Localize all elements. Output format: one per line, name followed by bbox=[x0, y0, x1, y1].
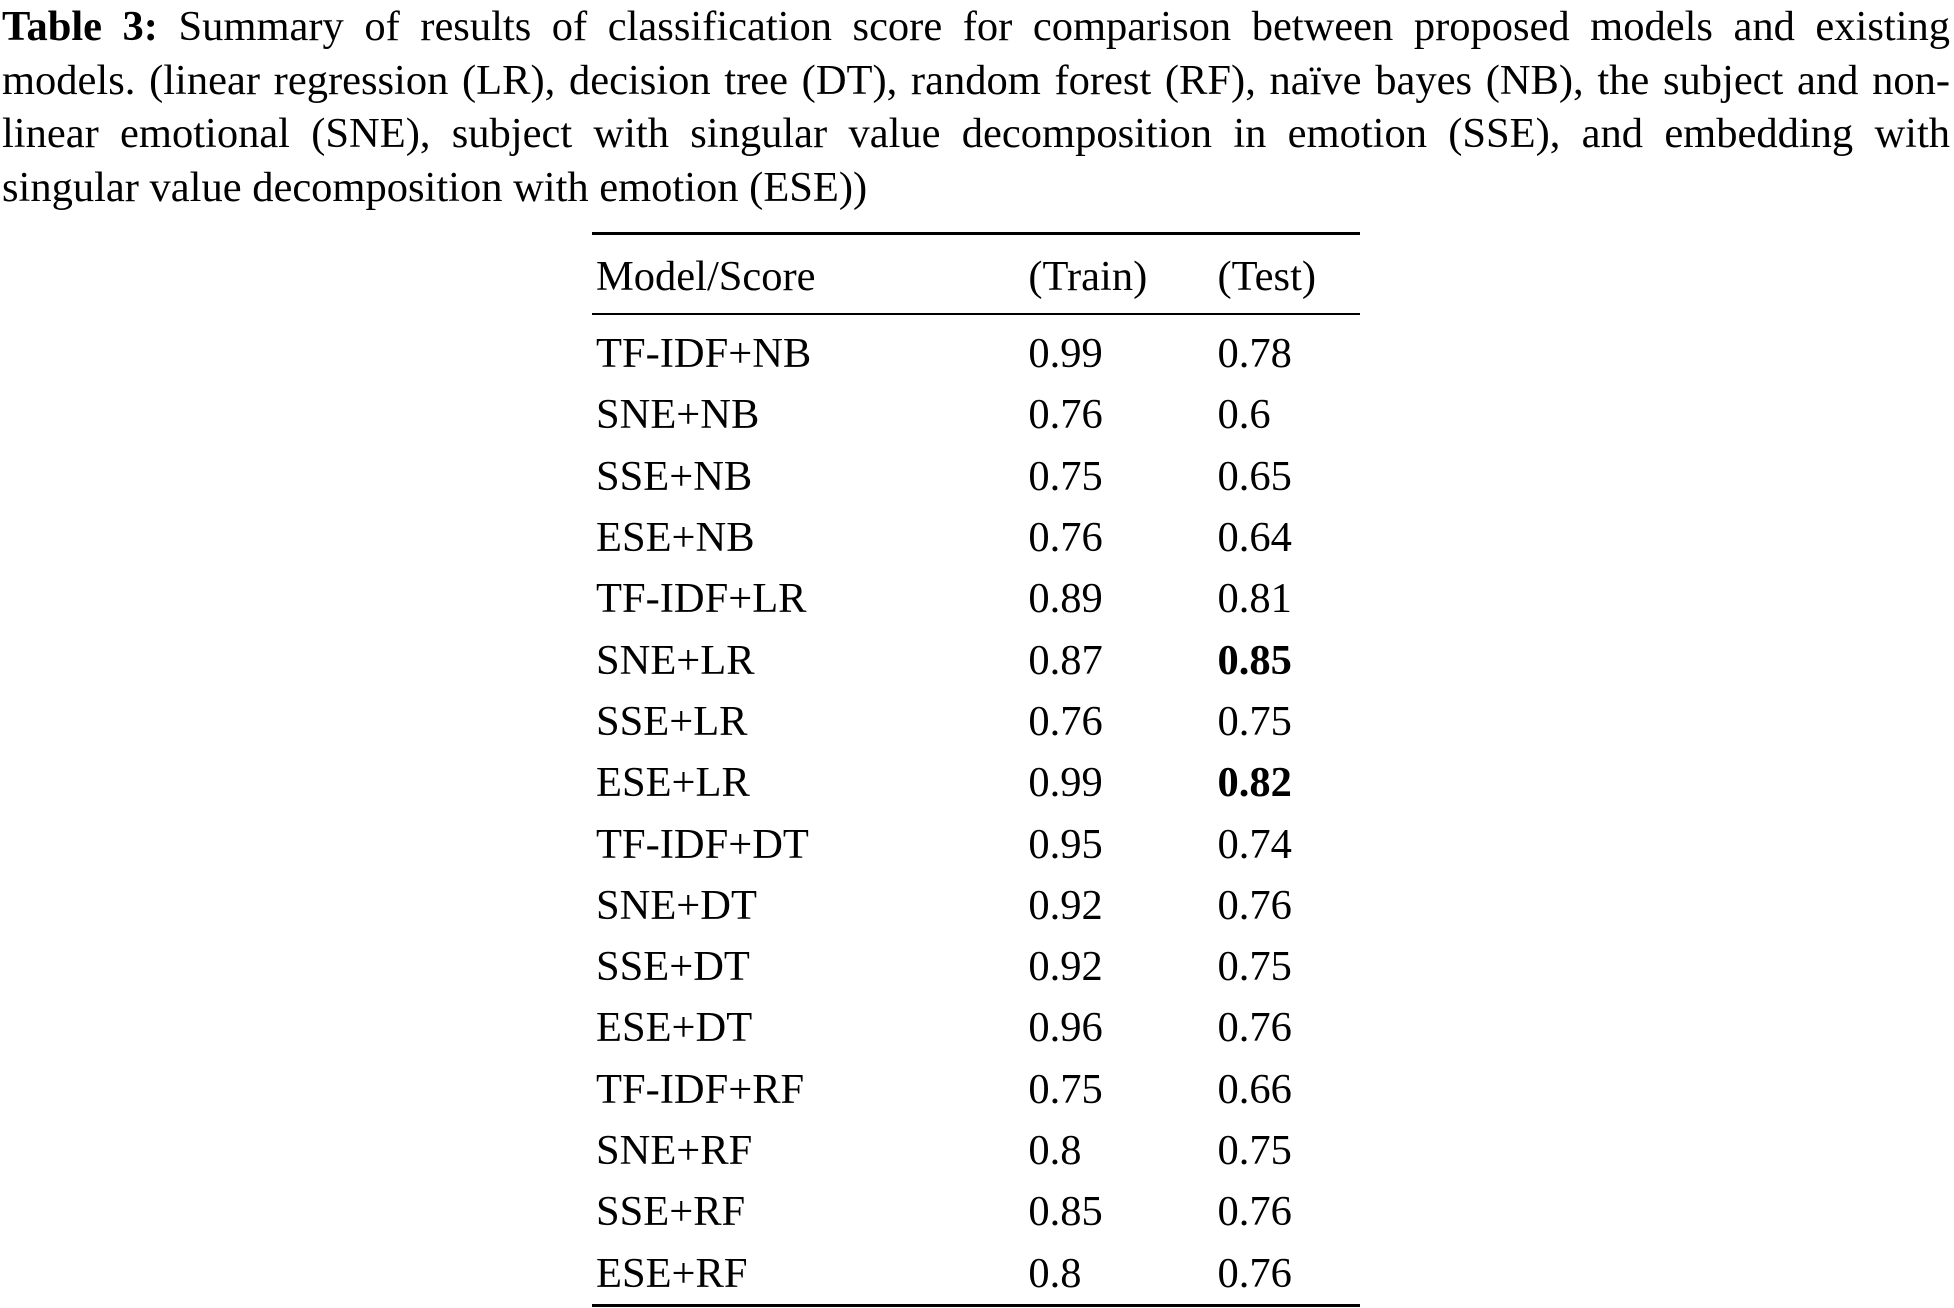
cell-model: SSE+RF bbox=[596, 1188, 746, 1236]
table-row bbox=[592, 752, 1360, 813]
cell-model: TF-IDF+NB bbox=[596, 330, 812, 378]
cell-model: TF-IDF+RF bbox=[596, 1065, 805, 1113]
cell-train-score: 0.76 bbox=[1028, 697, 1103, 745]
cell-train-score: 0.99 bbox=[1028, 330, 1103, 378]
cell-model: ESE+RF bbox=[596, 1249, 748, 1297]
table-row bbox=[592, 1242, 1360, 1305]
table-row bbox=[592, 314, 1360, 384]
header-model-score: Model/Score bbox=[596, 252, 816, 300]
cell-test-score: 0.76 bbox=[1217, 1188, 1292, 1236]
cell-test-score: 0.85 bbox=[1217, 636, 1292, 684]
cell-train-score: 0.89 bbox=[1028, 575, 1103, 623]
cell-test-score: 0.76 bbox=[1217, 881, 1292, 929]
cell-test-score: 0.66 bbox=[1217, 1065, 1292, 1113]
cell-test-score: 0.76 bbox=[1217, 1249, 1292, 1297]
cell-train-score: 0.95 bbox=[1028, 820, 1103, 868]
header-train: (Train) bbox=[1028, 252, 1148, 300]
table-row bbox=[592, 1120, 1360, 1181]
cell-train-score: 0.85 bbox=[1028, 1188, 1103, 1236]
cell-train-score: 0.92 bbox=[1028, 881, 1103, 929]
table-caption bbox=[2, 0, 1950, 214]
cell-model: ESE+DT bbox=[596, 1004, 753, 1052]
cell-train-score: 0.96 bbox=[1028, 1004, 1103, 1052]
table-row bbox=[592, 997, 1360, 1058]
cell-test-score: 0.6 bbox=[1217, 391, 1271, 439]
cell-test-score: 0.78 bbox=[1217, 330, 1292, 378]
cell-test-score: 0.74 bbox=[1217, 820, 1292, 868]
cell-train-score: 0.8 bbox=[1028, 1127, 1082, 1174]
cell-train-score: 0.87 bbox=[1028, 636, 1103, 684]
table-row bbox=[592, 813, 1360, 874]
cell-test-score: 0.75 bbox=[1217, 697, 1292, 745]
table-row bbox=[592, 691, 1360, 752]
cell-train-score: 0.75 bbox=[1028, 452, 1103, 500]
table-body bbox=[592, 314, 1360, 1305]
cell-train-score: 0.92 bbox=[1028, 943, 1103, 991]
table-row bbox=[592, 936, 1360, 997]
table-row bbox=[592, 446, 1360, 507]
table-caption-label: Table 3: bbox=[2, 3, 158, 50]
cell-train-score: 0.8 bbox=[1028, 1249, 1082, 1297]
results-table bbox=[592, 232, 1360, 1307]
cell-test-score: 0.76 bbox=[1217, 1004, 1292, 1052]
cell-model: SNE+RF bbox=[596, 1127, 753, 1174]
cell-model: SNE+NB bbox=[596, 391, 760, 439]
cell-model: TF-IDF+LR bbox=[596, 575, 807, 623]
table-row bbox=[592, 1059, 1360, 1120]
cell-model: TF-IDF+DT bbox=[596, 820, 809, 868]
cell-model: ESE+LR bbox=[596, 759, 750, 807]
cell-model: SSE+LR bbox=[596, 697, 748, 745]
table-row bbox=[592, 629, 1360, 690]
cell-model: SSE+DT bbox=[596, 943, 750, 991]
cell-test-score: 0.82 bbox=[1217, 759, 1292, 807]
table-row bbox=[592, 384, 1360, 445]
table-row bbox=[592, 875, 1360, 936]
header-test: (Test) bbox=[1217, 252, 1317, 300]
cell-train-score: 0.99 bbox=[1028, 759, 1103, 807]
table-row bbox=[592, 507, 1360, 568]
cell-model: SNE+LR bbox=[596, 636, 755, 684]
table-header-row bbox=[592, 234, 1360, 315]
results-table-container bbox=[592, 232, 1360, 1307]
cell-model: ESE+NB bbox=[596, 514, 755, 562]
table-caption-text: Summary of results of classification score for comparison between proposed models and existing models. (linear regression (LR), decision tree (DT), random forest (RF), naïve bayes (NB), the subject and non-linear emotional (SNE), subject with singular value decomposition in emotion (SSE), and embedding with singular value decomposition with emotion (ESE)) bbox=[2, 3, 1950, 211]
cell-test-score: 0.65 bbox=[1217, 452, 1292, 500]
cell-test-score: 0.75 bbox=[1217, 1127, 1292, 1174]
cell-test-score: 0.81 bbox=[1217, 575, 1292, 623]
cell-model: SSE+NB bbox=[596, 452, 753, 500]
cell-test-score: 0.64 bbox=[1217, 514, 1292, 562]
table-row bbox=[592, 1181, 1360, 1242]
table-row bbox=[592, 568, 1360, 629]
cell-test-score: 0.75 bbox=[1217, 943, 1292, 991]
cell-model: SNE+DT bbox=[596, 881, 757, 929]
cell-train-score: 0.75 bbox=[1028, 1065, 1103, 1113]
cell-train-score: 0.76 bbox=[1028, 391, 1103, 439]
cell-train-score: 0.76 bbox=[1028, 514, 1103, 562]
